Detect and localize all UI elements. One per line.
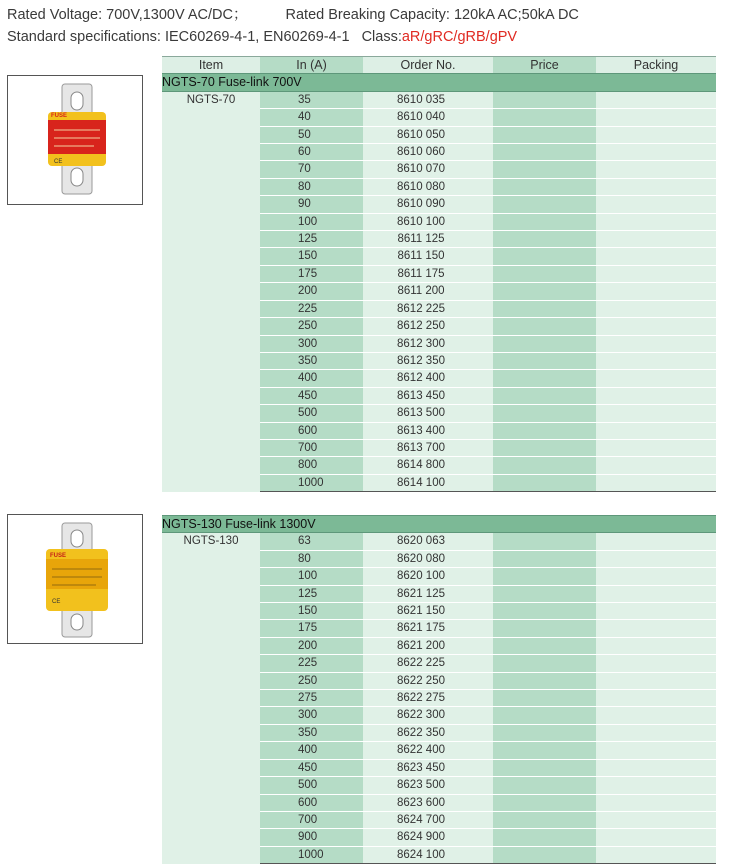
order-no-cell: 8621 175: [363, 620, 493, 637]
item-cell: NGTS-70: [162, 91, 260, 491]
rating-cell: 250: [260, 672, 363, 689]
fuse-photo-ngts130: [7, 514, 143, 644]
price-cell: [493, 794, 596, 811]
price-cell: [493, 231, 596, 248]
price-cell: [493, 439, 596, 456]
rating-cell: 500: [260, 405, 363, 422]
price-cell: [493, 603, 596, 620]
rating-cell: 90: [260, 196, 363, 213]
packing-cell: [596, 474, 716, 491]
packing-cell: [596, 585, 716, 602]
standard-specifications: Standard specifications: IEC60269-4-1, EN60269-4-1: [7, 29, 350, 45]
order-no-cell: 8613 400: [363, 422, 493, 439]
rating-cell: 225: [260, 655, 363, 672]
packing-cell: [596, 248, 716, 265]
rating-cell: 600: [260, 794, 363, 811]
price-cell: [493, 829, 596, 846]
rating-cell: 150: [260, 603, 363, 620]
rating-cell: 300: [260, 335, 363, 352]
rating-cell: 40: [260, 109, 363, 126]
rating-cell: 900: [260, 829, 363, 846]
packing-cell: [596, 794, 716, 811]
order-no-cell: 8620 063: [363, 533, 493, 550]
packing-cell: [596, 387, 716, 404]
rating-cell: 35: [260, 91, 363, 108]
packing-cell: [596, 352, 716, 369]
rating-cell: 400: [260, 742, 363, 759]
rating-cell: 225: [260, 300, 363, 317]
packing-cell: [596, 637, 716, 654]
rating-cell: 1000: [260, 846, 363, 863]
packing-cell: [596, 178, 716, 195]
packing-cell: [596, 422, 716, 439]
price-cell: [493, 759, 596, 776]
rating-cell: 500: [260, 777, 363, 794]
rating-cell: 250: [260, 318, 363, 335]
packing-cell: [596, 439, 716, 456]
rating-cell: 450: [260, 759, 363, 776]
ce-mark-text: CE: [52, 599, 61, 605]
rating-cell: 800: [260, 457, 363, 474]
packing-cell: [596, 283, 716, 300]
section-title: NGTS-70 Fuse-link 700V: [162, 74, 716, 91]
order-no-cell: 8621 125: [363, 585, 493, 602]
order-no-cell: 8622 225: [363, 655, 493, 672]
price-cell: [493, 300, 596, 317]
packing-cell: [596, 603, 716, 620]
rating-cell: 700: [260, 439, 363, 456]
price-cell: [493, 457, 596, 474]
order-no-cell: 8624 100: [363, 846, 493, 863]
price-cell: [493, 178, 596, 195]
rating-cell: 175: [260, 620, 363, 637]
section-title-row: [162, 516, 716, 533]
price-cell: [493, 126, 596, 143]
rating-cell: 50: [260, 126, 363, 143]
price-cell: [493, 742, 596, 759]
packing-cell: [596, 300, 716, 317]
price-cell: [493, 724, 596, 741]
price-cell: [493, 196, 596, 213]
order-no-cell: 8612 400: [363, 370, 493, 387]
order-no-cell: 8624 700: [363, 811, 493, 828]
rating-cell: 150: [260, 248, 363, 265]
packing-cell: [596, 742, 716, 759]
price-cell: [493, 707, 596, 724]
rating-cell: 300: [260, 707, 363, 724]
order-no-cell: 8612 350: [363, 352, 493, 369]
packing-cell: [596, 777, 716, 794]
price-cell: [493, 585, 596, 602]
packing-cell: [596, 405, 716, 422]
price-cell: [493, 422, 596, 439]
packing-cell: [596, 109, 716, 126]
price-cell: [493, 265, 596, 282]
order-no-cell: 8610 080: [363, 178, 493, 195]
order-no-cell: 8614 100: [363, 474, 493, 491]
order-no-cell: 8613 500: [363, 405, 493, 422]
order-no-cell: 8613 700: [363, 439, 493, 456]
packing-cell: [596, 318, 716, 335]
price-cell: [493, 283, 596, 300]
column-header-packing: Packing: [596, 57, 716, 74]
order-no-cell: 8624 900: [363, 829, 493, 846]
section-title: NGTS-130 Fuse-link 1300V: [162, 516, 716, 533]
rating-cell: 60: [260, 144, 363, 161]
price-cell: [493, 370, 596, 387]
order-no-cell: 8612 300: [363, 335, 493, 352]
column-header-item: Item: [162, 57, 260, 74]
order-no-cell: 8623 600: [363, 794, 493, 811]
order-no-cell: 8614 800: [363, 457, 493, 474]
spec-line-2: [7, 26, 579, 48]
price-cell: [493, 672, 596, 689]
packing-cell: [596, 457, 716, 474]
order-no-cell: 8610 070: [363, 161, 493, 178]
price-cell: [493, 335, 596, 352]
packing-cell: [596, 533, 716, 550]
price-cell: [493, 655, 596, 672]
item-cell: NGTS-130: [162, 533, 260, 864]
packing-cell: [596, 846, 716, 863]
order-no-cell: 8620 100: [363, 568, 493, 585]
price-cell: [493, 318, 596, 335]
order-no-cell: 8612 250: [363, 318, 493, 335]
packing-cell: [596, 144, 716, 161]
spec-line-1: [7, 4, 579, 26]
rating-cell: 63: [260, 533, 363, 550]
order-no-cell: 8611 200: [363, 283, 493, 300]
packing-cell: [596, 655, 716, 672]
class-label: Class:: [361, 29, 402, 45]
price-cell: [493, 248, 596, 265]
order-no-cell: 8612 225: [363, 300, 493, 317]
packing-cell: [596, 620, 716, 637]
rating-cell: 400: [260, 370, 363, 387]
rating-cell: 100: [260, 568, 363, 585]
packing-cell: [596, 724, 716, 741]
fuse-brand-text: FUSE: [50, 553, 67, 559]
price-cell: [493, 637, 596, 654]
column-header-in: In (A): [260, 57, 363, 74]
fuse-photo-ngts70: [7, 75, 143, 205]
rating-cell: 200: [260, 637, 363, 654]
price-cell: [493, 405, 596, 422]
packing-cell: [596, 690, 716, 707]
price-cell: [493, 213, 596, 230]
packing-cell: [596, 161, 716, 178]
packing-cell: [596, 231, 716, 248]
order-no-cell: 8610 060: [363, 144, 493, 161]
class-value: aR/gRC/gRB/gPV: [401, 29, 518, 45]
rating-cell: 1000: [260, 474, 363, 491]
column-header-price: Price: [493, 57, 596, 74]
packing-cell: [596, 91, 716, 108]
price-cell: [493, 91, 596, 108]
order-no-cell: 8623 500: [363, 777, 493, 794]
order-no-cell: 8610 050: [363, 126, 493, 143]
packing-cell: [596, 196, 716, 213]
table-body: [162, 91, 716, 491]
rating-cell: 350: [260, 724, 363, 741]
table-body: [162, 533, 716, 864]
ce-mark-text: CE: [54, 159, 63, 165]
price-cell: [493, 568, 596, 585]
order-no-cell: 8610 090: [363, 196, 493, 213]
order-no-cell: 8621 150: [363, 603, 493, 620]
fuse-brand-text: FUSE: [51, 113, 68, 119]
rating-cell: 70: [260, 161, 363, 178]
order-no-cell: 8610 040: [363, 109, 493, 126]
packing-cell: [596, 335, 716, 352]
rating-cell: 275: [260, 690, 363, 707]
price-cell: [493, 550, 596, 567]
order-no-cell: 8611 150: [363, 248, 493, 265]
fuse-table-ngts130: [162, 515, 716, 864]
price-cell: [493, 690, 596, 707]
price-cell: [493, 533, 596, 550]
packing-cell: [596, 568, 716, 585]
order-no-cell: 8610 035: [363, 91, 493, 108]
specifications: [7, 4, 579, 48]
order-no-cell: 8611 175: [363, 265, 493, 282]
price-cell: [493, 777, 596, 794]
packing-cell: [596, 265, 716, 282]
table-header-row: [162, 57, 716, 74]
price-cell: [493, 474, 596, 491]
rating-cell: 450: [260, 387, 363, 404]
order-no-cell: 8610 100: [363, 213, 493, 230]
packing-cell: [596, 672, 716, 689]
order-no-cell: 8620 080: [363, 550, 493, 567]
rating-cell: 700: [260, 811, 363, 828]
rating-cell: 600: [260, 422, 363, 439]
price-cell: [493, 846, 596, 863]
order-no-cell: 8621 200: [363, 637, 493, 654]
rating-cell: 175: [260, 265, 363, 282]
order-no-cell: 8613 450: [363, 387, 493, 404]
rated-voltage: Rated Voltage: 700V,1300V AC/DC；: [7, 7, 248, 23]
rating-cell: 125: [260, 585, 363, 602]
table-row: [162, 91, 716, 108]
packing-cell: [596, 213, 716, 230]
price-cell: [493, 620, 596, 637]
order-no-cell: 8622 275: [363, 690, 493, 707]
packing-cell: [596, 811, 716, 828]
section-title-row: [162, 74, 716, 91]
rating-cell: 80: [260, 550, 363, 567]
price-cell: [493, 161, 596, 178]
rating-cell: 350: [260, 352, 363, 369]
packing-cell: [596, 707, 716, 724]
price-cell: [493, 352, 596, 369]
packing-cell: [596, 550, 716, 567]
rating-cell: 200: [260, 283, 363, 300]
column-header-order-no: Order No.: [363, 57, 493, 74]
order-no-cell: 8622 400: [363, 742, 493, 759]
packing-cell: [596, 370, 716, 387]
packing-cell: [596, 829, 716, 846]
order-no-cell: 8623 450: [363, 759, 493, 776]
table-row: [162, 533, 716, 550]
packing-cell: [596, 126, 716, 143]
packing-cell: [596, 759, 716, 776]
price-cell: [493, 811, 596, 828]
price-cell: [493, 109, 596, 126]
order-no-cell: 8622 350: [363, 724, 493, 741]
rating-cell: 125: [260, 231, 363, 248]
breaking-capacity: Rated Breaking Capacity: 120kA AC;50kA DC: [285, 7, 579, 23]
rating-cell: 100: [260, 213, 363, 230]
price-cell: [493, 144, 596, 161]
fuse-table-ngts70: [162, 56, 716, 492]
order-no-cell: 8622 250: [363, 672, 493, 689]
rating-cell: 80: [260, 178, 363, 195]
order-no-cell: 8611 125: [363, 231, 493, 248]
price-cell: [493, 387, 596, 404]
order-no-cell: 8622 300: [363, 707, 493, 724]
